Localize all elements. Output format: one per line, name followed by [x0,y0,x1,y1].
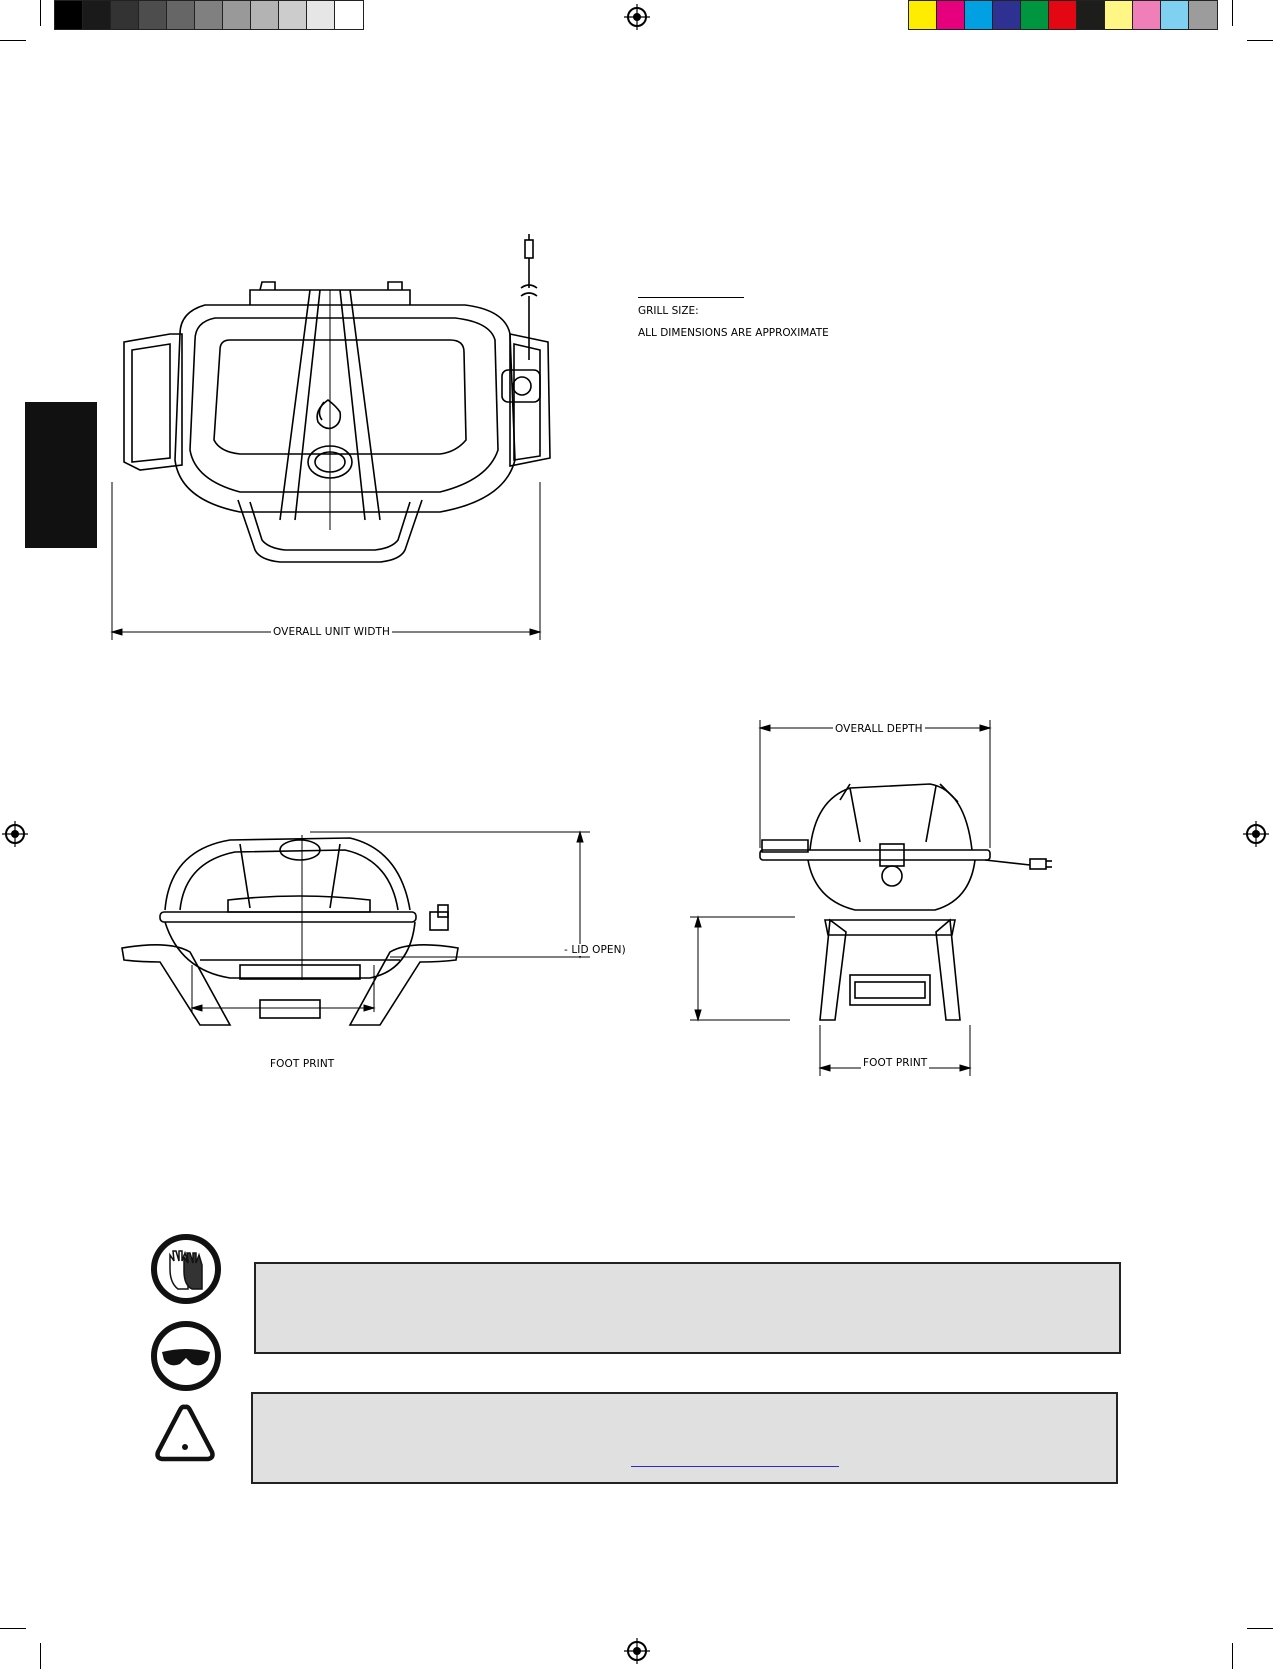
color-swatch [279,1,307,29]
color-swatch [1049,1,1077,29]
color-swatch [223,1,251,29]
lid-open-height-label: - LID OPEN) [564,944,626,956]
side-footprint-label: FOOT PRINT [863,1057,928,1069]
overall-depth-label: OVERALL DEPTH [835,723,923,735]
spec-rule [638,297,744,298]
color-swatch [937,1,965,29]
color-swatch [167,1,195,29]
warning-triangle-icon [152,1402,218,1464]
front-footprint-label: FOOT PRINT [270,1058,335,1070]
color-swatch [55,1,83,29]
color-swatch [139,1,167,29]
trim-mark [40,0,41,26]
trim-mark [1232,1643,1233,1669]
color-swatch [307,1,335,29]
color-swatch [965,1,993,29]
trim-mark [1247,1628,1273,1629]
registration-mark-left [2,821,28,847]
color-swatch [909,1,937,29]
trim-mark [0,40,26,41]
registration-mark-bottom [624,1638,650,1664]
color-swatch [111,1,139,29]
registration-mark-top [624,4,650,30]
protective-gear-notice [254,1262,1121,1354]
color-swatch [195,1,223,29]
gloves-icon [150,1233,222,1305]
registration-mark-right [1243,821,1269,847]
color-swatch [1021,1,1049,29]
section-tab [25,402,97,548]
grill-size-label: GRILL SIZE: [638,305,699,317]
color-swatch [1133,1,1161,29]
trim-mark [0,1628,26,1629]
trim-mark [40,1643,41,1669]
grill-top-view [110,230,560,690]
grill-side-view [690,720,1090,1080]
warning-notice [251,1392,1118,1484]
color-swatch [251,1,279,29]
notice-link[interactable] [631,1466,839,1467]
trim-mark [1247,40,1273,41]
dimensions-note: ALL DIMENSIONS ARE APPROXIMATE [638,327,829,339]
color-swatch [335,1,363,29]
color-swatch [1077,1,1105,29]
color-swatch [83,1,111,29]
grill-front-view [110,820,630,1080]
trim-mark [1232,0,1233,26]
color-swatch [1105,1,1133,29]
color-swatch [993,1,1021,29]
overall-width-label: OVERALL UNIT WIDTH [273,626,391,638]
safety-glasses-icon [150,1320,222,1392]
grayscale-bar [54,0,364,30]
color-bar [908,0,1218,30]
color-swatch [1161,1,1189,29]
color-swatch [1189,1,1217,29]
